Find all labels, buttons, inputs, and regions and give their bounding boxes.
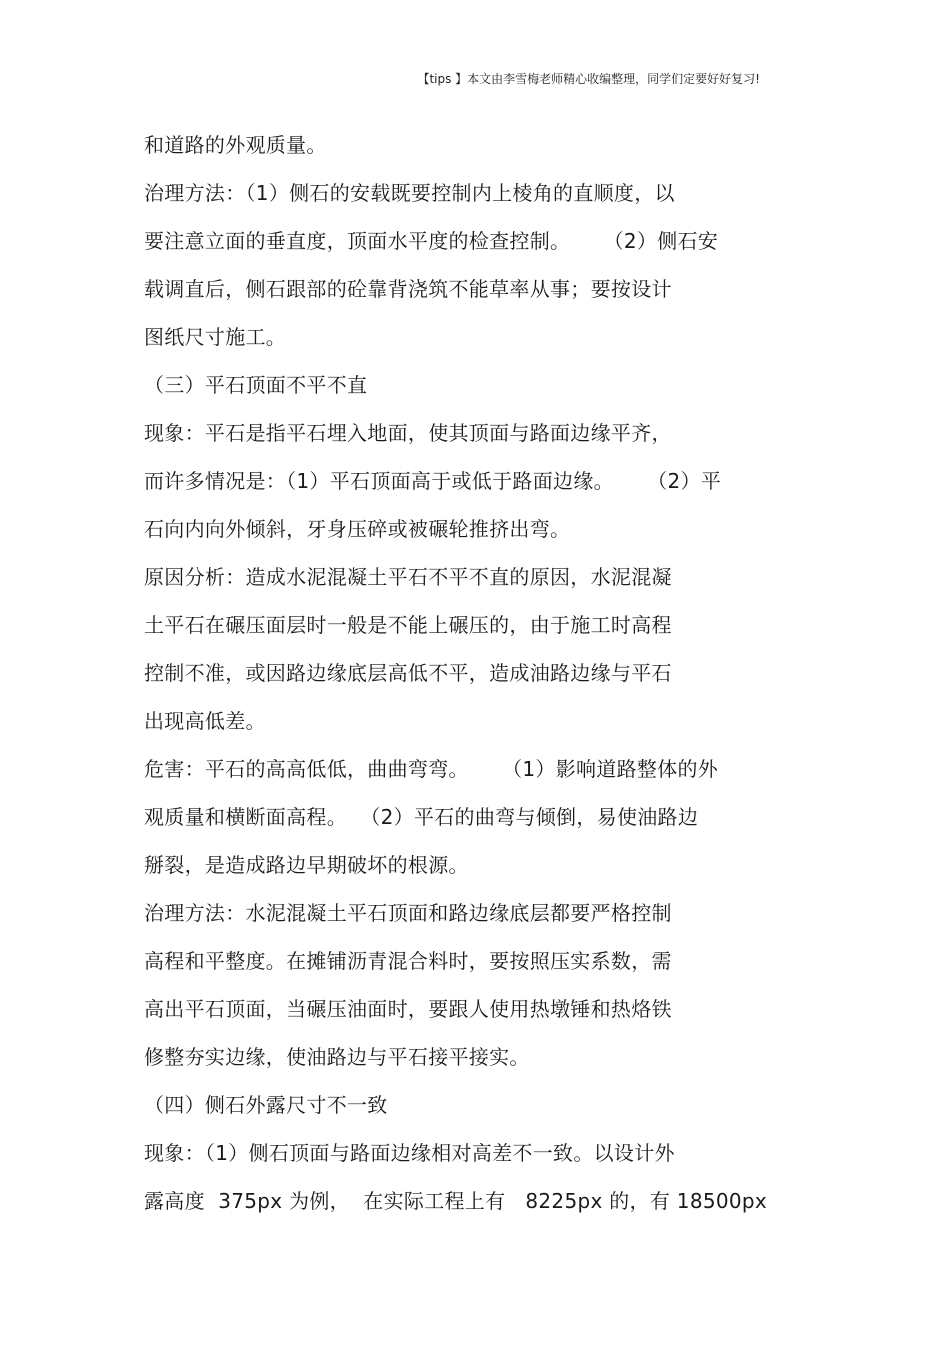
document-body bbox=[144, 121, 824, 1225]
section-heading: （三）平石顶面不平不直 bbox=[144, 373, 368, 397]
text-line: 观质量和横断面高程。 （2）平石的曲弯与倾倒，易使油路边 bbox=[144, 805, 699, 829]
header-tips-note: 【tips 】本文由李雪梅老师精心收编整理，同学们定要好好复习! bbox=[417, 72, 760, 86]
text-line: 危害：平石的高高低低，曲曲弯弯。 （1）影响道路整体的外 bbox=[144, 757, 719, 781]
text-line: 原因分析：造成水泥混凝土平石不平不直的原因，水泥混凝 bbox=[144, 565, 672, 589]
text-line: 土平石在碾压面层时一般是不能上碾压的，由于施工时高程 bbox=[144, 613, 672, 637]
section-heading: （四）侧石外露尺寸不一致 bbox=[144, 1093, 388, 1117]
text-line: 而许多情况是：（1）平石顶面高于或低于路面边缘。 （2）平 bbox=[144, 469, 722, 493]
text-line: 图纸尺寸施工。 bbox=[144, 325, 287, 349]
text-line: 要注意立面的垂直度，顶面水平度的检查控制。 （2）侧石安 bbox=[144, 229, 719, 253]
text-line: 现象：平石是指平石埋入地面，使其顶面与路面边缘平齐， bbox=[144, 421, 672, 445]
text-line: 现象：（1）侧石顶面与路面边缘相对高差不一致。以设计外 bbox=[144, 1141, 675, 1165]
text-line: 高程和平整度。在摊铺沥青混合料时，要按照压实系数，需 bbox=[144, 949, 672, 973]
text-line: 出现高低差。 bbox=[144, 709, 266, 733]
text-line: 修整夯实边缘，使油路边与平石接平接实。 bbox=[144, 1045, 530, 1069]
text-line: 掰裂，是造成路边早期破坏的根源。 bbox=[144, 853, 469, 877]
text-line: 露高度 375px 为例， 在实际工程上有 8225px 的，有 18500px bbox=[144, 1189, 768, 1213]
text-line: 载调直后，侧石跟部的砼靠背浇筑不能草率从事；要按设计 bbox=[144, 277, 672, 301]
text-line: 石向内向外倾斜，牙身压碎或被碾轮推挤出弯。 bbox=[144, 517, 571, 541]
text-line: 控制不准，或因路边缘底层高低不平，造成油路边缘与平石 bbox=[144, 661, 672, 685]
text-line: 和道路的外观质量。 bbox=[144, 133, 327, 157]
text-line: 治理方法：水泥混凝土平石顶面和路边缘底层都要严格控制 bbox=[144, 901, 672, 925]
text-line: 高出平石顶面，当碾压油面时，要跟人使用热墩锤和热烙铁 bbox=[144, 997, 672, 1021]
text-line: 治理方法：（1）侧石的安载既要控制内上棱角的直顺度，以 bbox=[144, 181, 675, 205]
